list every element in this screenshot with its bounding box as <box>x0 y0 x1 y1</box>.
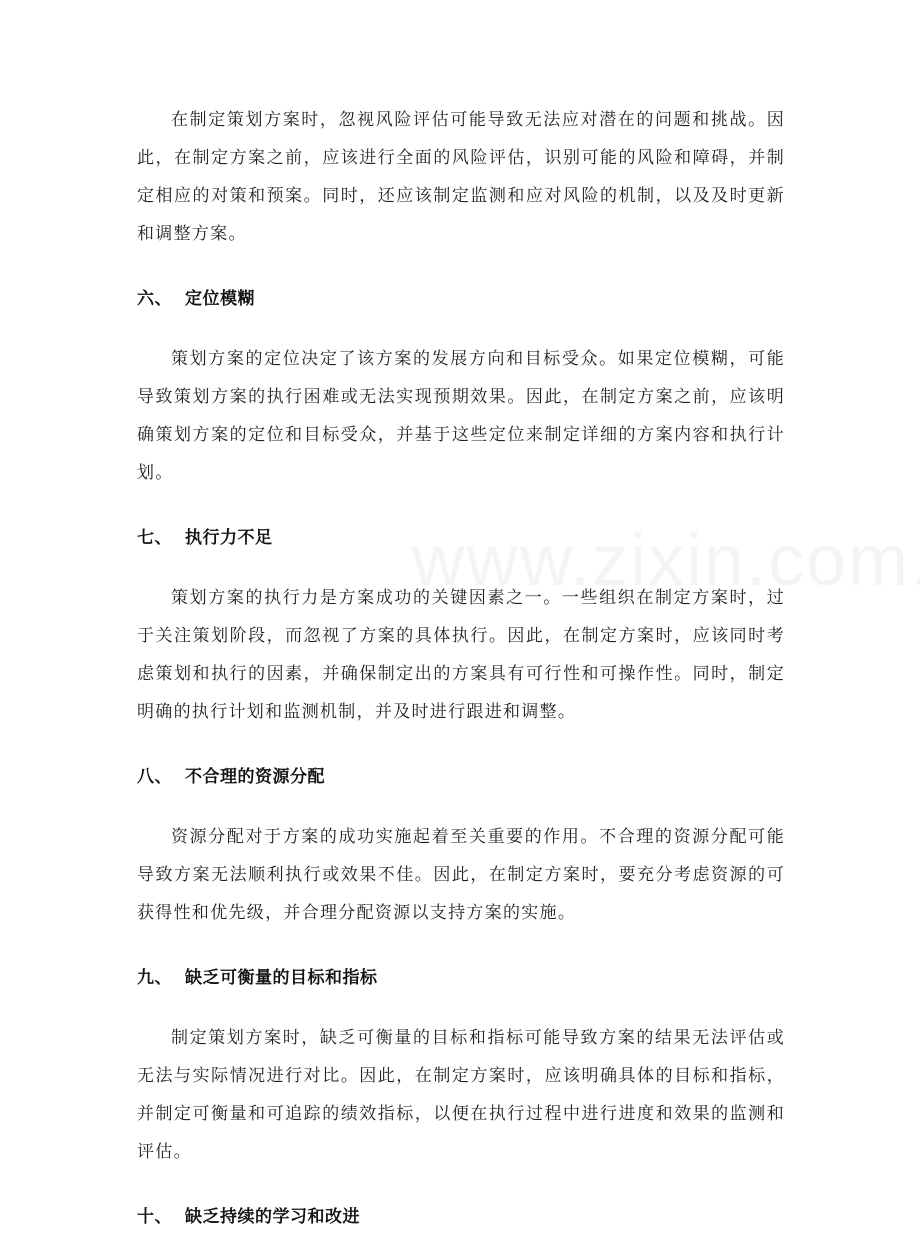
paragraph: 在制定策划方案时，忽视风险评估可能导致无法应对潜在的问题和挑战。因此，在制定方案之前，应该进行全面的风险评估，识别可能的风险和障碍，并制定相应的对策和预案。同时，还应该制定监测和应对风险的机制，以及及时更新和调整方案。 <box>137 110 785 244</box>
section-title: 执行力不足 <box>185 528 273 548</box>
section-heading <box>137 959 785 997</box>
section-number: 八、 <box>137 767 172 787</box>
section-number: 十、 <box>137 1207 172 1227</box>
section-title: 缺乏持续的学习和改进 <box>185 1207 360 1227</box>
section-heading <box>137 519 785 557</box>
section-title: 缺乏可衡量的目标和指标 <box>185 968 378 988</box>
document-body <box>137 101 785 1258</box>
section-heading <box>137 1198 785 1236</box>
section-number: 七、 <box>137 528 172 548</box>
section-number: 九、 <box>137 968 172 988</box>
section-number: 六、 <box>137 289 172 309</box>
section-title: 不合理的资源分配 <box>185 767 325 787</box>
section-heading <box>137 758 785 796</box>
paragraph: 策划方案的执行力是方案成功的关键因素之一。一些组织在制定方案时，过于关注策划阶段，而忽视了方案的具体执行。因此，在制定方案时，应该同时考虑策划和执行的因素，并确保制定出的方案具有可行性和可操作性。同时，制定明确的执行计划和监测机制，并及时进行跟进和调整。 <box>137 588 785 722</box>
paragraph: 策划方案的定位决定了该方案的发展方向和目标受众。如果定位模糊，可能导致策划方案的执行困难或无法实现预期效果。因此，在制定方案之前，应该明确策划方案的定位和目标受众，并基于这些定位来制定详细的方案内容和执行计划。 <box>137 349 785 483</box>
section-heading <box>137 280 785 318</box>
paragraph: 制定策划方案时，缺乏可衡量的目标和指标可能导致方案的结果无法评估或无法与实际情况进行对比。因此，在制定方案时，应该明确具体的目标和指标，并制定可衡量和可追踪的绩效指标，以便在执行过程中进行进度和效果的监测和评估。 <box>137 1028 785 1162</box>
section-title: 定位模糊 <box>185 289 255 309</box>
paragraph: 资源分配对于方案的成功实施起着至关重要的作用。不合理的资源分配可能导致方案无法顺利执行或效果不佳。因此，在制定方案时，要充分考虑资源的可获得性和优先级，并合理分配资源以支持方案的实施。 <box>137 827 785 923</box>
